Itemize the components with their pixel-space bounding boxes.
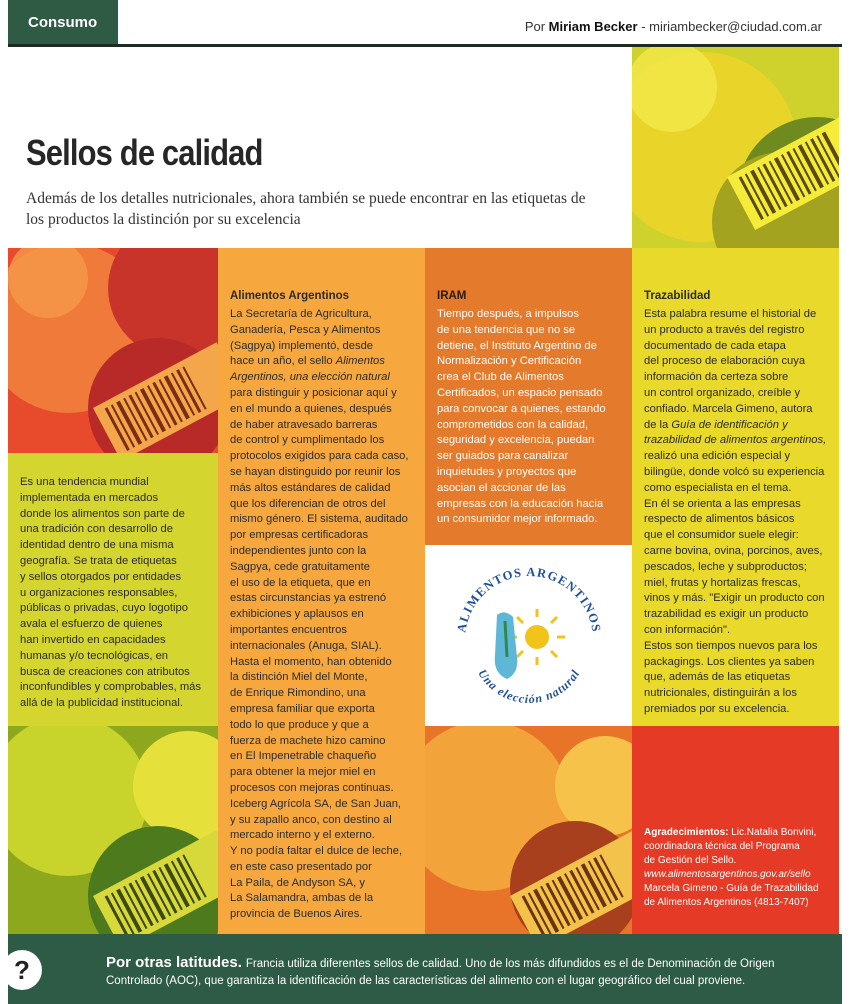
credits-reference: Marcela Gimeno - Guía de Trazabilidad de Alimentos Argentinos (4813-7407) [644, 883, 819, 908]
fruit-photo-bottom-left [8, 726, 218, 934]
credits-url[interactable]: www.alimentosargentinos.gov.ar/sello [644, 869, 811, 880]
alimentos-heading: Alimentos Argentinos [230, 290, 350, 302]
svg-text:Una elección natural [475, 667, 582, 707]
page-header [0, 0, 850, 46]
trazabilidad-text [644, 307, 827, 718]
section-label: Consumo [8, 0, 118, 44]
iram-heading: IRAM [437, 290, 467, 302]
alimentos-text-italic: Alimentos Argentinos, una elección natural [230, 355, 390, 384]
trazabilidad-column [632, 248, 839, 726]
credits-label: Agradecimientos: [644, 827, 729, 838]
fruit-photo-left [8, 248, 218, 453]
alimentos-text-part1: La Secretaría de Agricultura, Ganadería, Pesca y Alimentos (Sagpya) implementó, desde hace un año, el sello [230, 308, 381, 368]
trazabilidad-text-italic: Guía de identificación y trazabilidad de alimentos argentinos, [644, 418, 827, 447]
sun-icon [509, 609, 565, 665]
fruit-photo-bottom-center [425, 726, 632, 934]
credits-box [632, 726, 839, 934]
svg-text:ALIMENTOS ARGENTINOS [454, 565, 603, 634]
iram-column [425, 248, 632, 545]
footer-heading: Por otras latitudes. [106, 954, 242, 971]
footer-body: Francia utiliza diferentes sellos de calidad. Uno de los más difundidos es el de Denominación de Origen Controlado (AOC), que garantiza la identificación de las características del alimento con el lugar geográfico del cual proviene. [106, 958, 775, 987]
alimentos-text [230, 307, 413, 923]
iram-text: Tiempo después, a impulsos de una tendencia que no se detiene, el Instituto Argentino de Normalización y Certificación crea el Club de Alimentos Certificados, un espacio pensado para convocar a quienes, estando comprometidos con la calidad, seguridad y excelencia, puedan ser guiados para canalizar inquietudes y proyectos que asocian el accionar de las empresas con la educación hacia un consumidor mejor informado. [437, 308, 606, 526]
logo-arc-bottom: Una elección natural [475, 666, 583, 707]
intro-column [8, 453, 218, 726]
logo-arc-top: ALIMENTOS ARGENTINOS [454, 564, 604, 634]
byline [525, 19, 822, 34]
intro-text: Es una tendencia mundial implementada en mercados donde los alimentos son parte de una tradición con desarrollo de identidad dentro de una misma geografía. Se trata de etiquetas y sellos otorgados por entidades u organizaciones responsables, públicas o privadas, cuyo logotipo avala el esfuerzo de quienes han invertido en capacidades humanas y/o tecnológicas, en busca de creaciones con atributos inconfundibles y comprobables, más allá de la publicidad institucional. [20, 476, 201, 710]
author-name: Miriam Becker [548, 19, 638, 34]
credits-text: Lic.Natalia Bonvini, coordinadora técnica del Programa de Gestión del Sello. [644, 827, 817, 866]
alimentos-argentinos-logo [425, 545, 632, 726]
question-icon: ? [2, 950, 42, 990]
trazabilidad-text-part2: realizó una edición especial y bilingüe, donde volcó su experiencia como especialista en el tema. En él se orienta a las empresas respecto de alimentos básicos que el consumidor suele elegir: carne bovina, ovina, porcinos, aves, pescados, leche y subproductos; miel, frutas y hortalizas frescas, vinos y más. "Exigir un producto con trazabilidad es exigir un producto con información". Estos son tiempos nuevos para los packagings. Los clientes ya saben que, además de las etiquetas nutricionales, distinguirán a los premiados por su excelencia. [644, 450, 825, 715]
fruit-photo-top-right [632, 47, 839, 248]
alimentos-column [218, 248, 425, 934]
trazabilidad-text-part1: Esta palabra resume el historial de un producto a través del registro documentado de cada etapa del proceso de elaboración cuya información da certeza sobre un control organizado, creíble y confiado. Marcela Gimeno, autora de la [644, 308, 817, 431]
article-subtitle: Además de los detalles nutricionales, ahora también se puede encontrar en las etiquetas de los productos la distinción por su excelencia [26, 190, 586, 228]
trazabilidad-heading: Trazabilidad [644, 290, 711, 302]
alimentos-text-part2: para distinguir y posicionar aquí y en el mundo a quienes, después de haber atravesado barreras de control y cumplimentado los protocolos exigidos para cada caso, se hayan distinguido por reunir los más altos estándares de calidad que los diferencian de otros del mismo género. El sistema, auditado por empresas certificadoras independientes junto con la Sagpya, cede gratuitamente el uso de la etiqueta, que en estas circunstancias ya estrenó exhibiciones y aplausos en importantes encuentros internacionales (Anuga, SIAL). Hasta el momento, han obtenido la distinción Miel del Monte, de Enrique Rimondino, una empresa familiar que exporta todo lo que produce y que a fuerza de machete hizo camino en El Impenetrable chaqueño para obtener la mejor miel en procesos con mejoras continuas. Iceberg Agrícola SA, de San Juan, y su zapallo anco, con destino al mercado interno y el externo. Y no podía faltar el dulce de leche, en este caso presentado por La Paila, de Andyson SA, y La Salamandra, ambas de la provincia de Buenos Aires. [230, 386, 409, 921]
footer-text [106, 954, 796, 990]
byline-prefix: Por [524, 19, 546, 34]
author-email: - miriambecker@ciudad.com.ar [641, 19, 822, 34]
article-title: Sellos de calidad [26, 132, 263, 173]
footer-banner [8, 934, 842, 1004]
